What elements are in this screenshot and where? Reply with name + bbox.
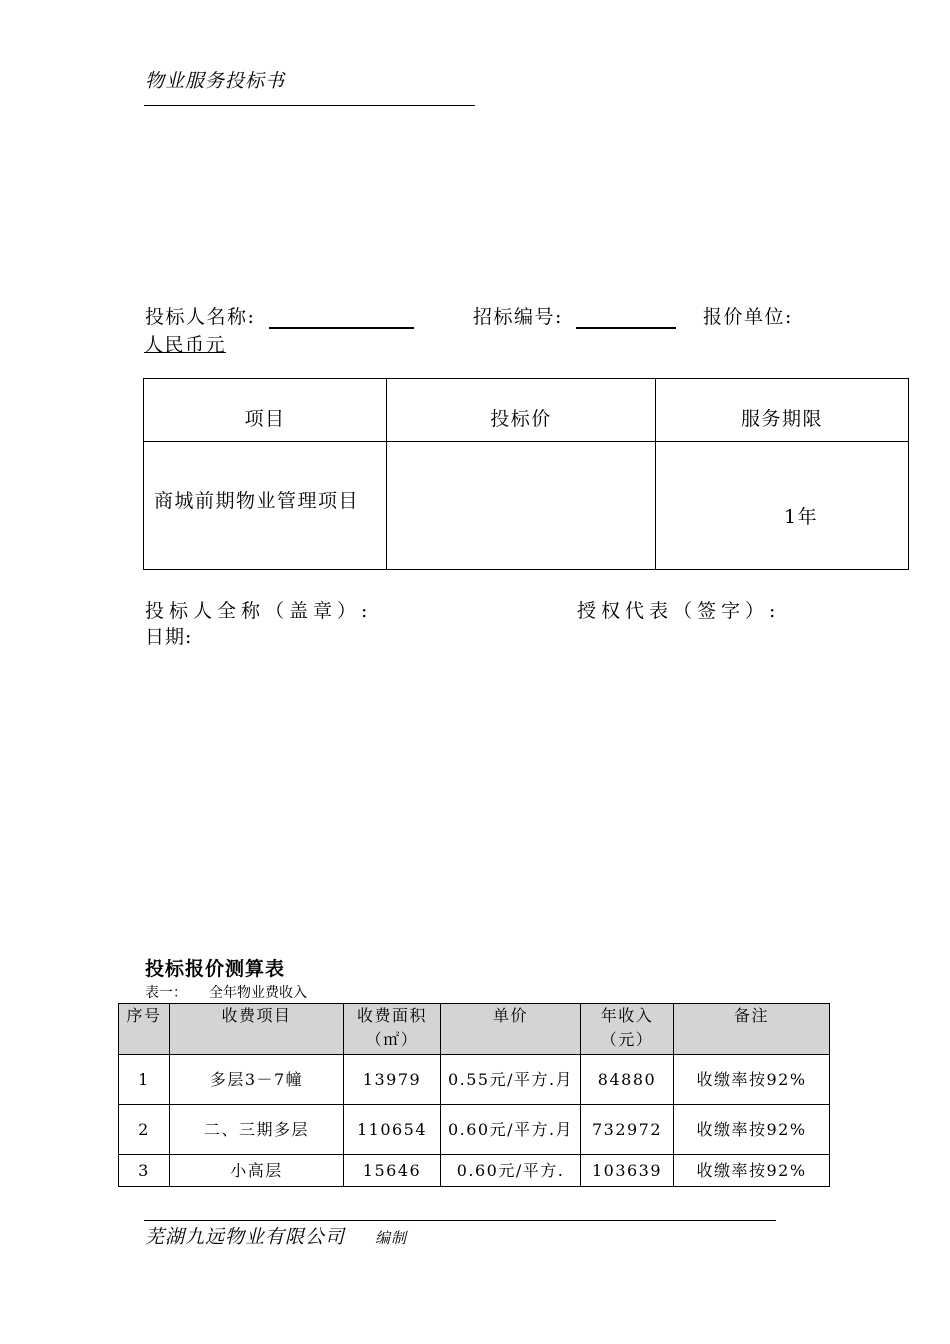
footer-company: 芜湖九远物业有限公司: [145, 1226, 346, 1248]
bid-header-price: 投标价: [387, 379, 656, 442]
calc-header-area: 收费面积（㎡）: [344, 1004, 441, 1055]
row-no: 3: [119, 1155, 170, 1187]
row-income: 103639: [581, 1155, 674, 1187]
header-divider: [144, 105, 475, 106]
bid-price-table: [143, 378, 909, 570]
footer: [145, 1222, 407, 1249]
bid-header-project: 项目: [144, 379, 387, 442]
calc-header-income: 年收入（元）: [581, 1004, 674, 1055]
date-label: 日期:: [145, 626, 193, 648]
row-item: 多层3－7幢: [170, 1055, 344, 1105]
bidder-name-field[interactable]: [269, 305, 414, 329]
row-price: 0.60元/平方.月: [441, 1105, 581, 1155]
header-title: 物业服务投标书: [145, 70, 286, 92]
table-row: [119, 1055, 830, 1105]
row-note: 收缴率按92%: [674, 1105, 830, 1155]
bid-no-label: 招标编号:: [473, 306, 563, 328]
price-unit-label: 报价单位:: [703, 306, 793, 328]
calc-table-caption: [145, 982, 307, 1002]
bid-header-term: 服务期限: [656, 379, 909, 442]
row-income: 732972: [581, 1105, 674, 1155]
caption-text: 全年物业费收入: [209, 985, 307, 1001]
bidder-name-label: 投标人名称:: [145, 306, 256, 328]
bid-no-field[interactable]: [576, 305, 676, 329]
calc-header-no: 序号: [119, 1004, 170, 1055]
row-area: 13979: [344, 1055, 441, 1105]
bid-term-cell: 1年: [656, 442, 909, 570]
caption-label: 表一：: [145, 985, 187, 1001]
row-income: 84880: [581, 1055, 674, 1105]
row-price: 0.60元/平方.: [441, 1155, 581, 1187]
row-item: 二、三期多层: [170, 1105, 344, 1155]
calc-header-note: 备注: [674, 1004, 830, 1055]
calc-header-price: 单价: [441, 1004, 581, 1055]
row-note: 收缴率按92%: [674, 1055, 830, 1105]
row-no: 2: [119, 1105, 170, 1155]
authorized-rep-label: 授权代表（签字）:: [577, 600, 781, 622]
price-unit-value: 人民币元: [144, 334, 227, 356]
row-no: 1: [119, 1055, 170, 1105]
row-price: 0.55元/平方.月: [441, 1055, 581, 1105]
table-row: [119, 1105, 830, 1155]
row-area: 15646: [344, 1155, 441, 1187]
calc-header-item: 收费项目: [170, 1004, 344, 1055]
bidder-full-name-label: 投标人全称（盖章）:: [145, 600, 373, 622]
bid-project-cell: 商城前期物业管理项目: [144, 442, 387, 570]
footer-divider: [144, 1220, 776, 1221]
bid-price-cell[interactable]: [387, 442, 656, 570]
footer-edit-label: 编制: [375, 1229, 408, 1247]
calc-table-title: 投标报价测算表: [145, 958, 286, 980]
row-note: 收缴率按92%: [674, 1155, 830, 1187]
fee-income-table: [118, 1003, 830, 1187]
row-area: 110654: [344, 1105, 441, 1155]
table-row: [119, 1155, 830, 1187]
row-item: 小高层: [170, 1155, 344, 1187]
